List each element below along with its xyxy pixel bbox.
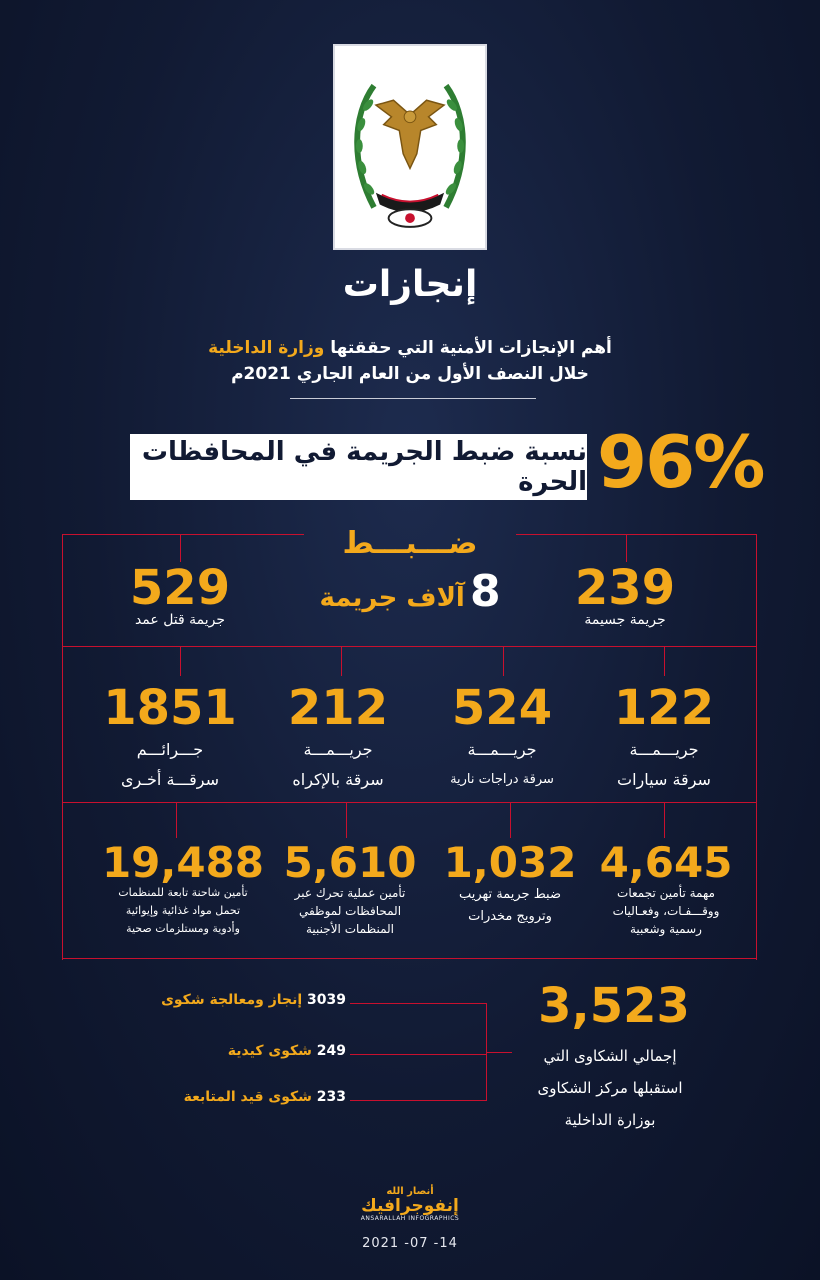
trucks-security-line1: تأمين شاحنة تابعة للمنظمات [118,886,248,899]
complaints-line3: بوزارة الداخلية [564,1111,656,1129]
seizure-total [304,566,516,617]
complaints-item-malicious [100,1043,346,1059]
banner-text: نسبة ضبط الجريمة في المحافظات الحرة [130,434,587,500]
theft-cars-count: 122 [613,680,715,736]
theft-other-count: 1851 [103,680,237,736]
theft-cars-unit: جريـــمـــة [629,740,699,759]
seizure-heading: ضـــبـــط [342,526,478,561]
page-subtitle [0,335,820,387]
movement-security-line1: تأمين عملية تحرك عبر [294,886,406,900]
footer-brand-top: أنصار الله [386,1186,434,1197]
subtitle-line2: خلال النصف الأول من العام الجاري 2021م [231,364,589,384]
drug-crime-line2: وترويج مخدرات [468,909,552,924]
murder-count: 529 [129,560,231,616]
complaints-line2: استقبلها مركز الشكاوى [537,1079,683,1097]
theft-motorcycles-unit: جريـــمـــة [467,740,537,759]
footer-brand [0,1186,820,1222]
subtitle-prefix: أهم الإنجازات الأمنية التي حققتها [330,338,612,358]
footer-brand-en: ANSARALLAH INFOGRAPHICS [360,1215,460,1222]
security-events-count: 4,645 [599,838,733,887]
complaints-total: 3,523 [538,978,690,1034]
drug-crime-line1: ضبط جريمة تهريب [458,887,562,902]
trucks-security-line3: وأدوية ومستلزمات صحية [126,922,240,935]
seizure-total-number: 8 [469,566,501,617]
trucks-security-line2: تحمل مواد غذائية وإيوائية [125,904,241,917]
footer-date: 2021 -07 -14 [362,1236,458,1251]
complaints-item-followup-label: شكوى قيد المتابعة [183,1089,312,1105]
murder-label: جريمة قتل عمد [134,612,226,628]
theft-motorcycles-label: سرقة دراجات نارية [450,772,554,787]
theft-other-label: سرقـــة أخـرى [121,770,219,789]
drug-crime-count: 1,032 [443,838,577,887]
movement-security-count: 5,610 [283,838,417,887]
trucks-security-label [96,884,270,938]
subtitle-divider [290,398,536,399]
complaints-line1: إجمالي الشكاوى التي [543,1047,677,1065]
security-events-line1: مهمة تأمين تجمعات [617,886,715,900]
ministry-logo [333,44,487,250]
footer-brand-main: إنفوجرافيك [361,1196,459,1216]
complaints-item-resolved [100,992,346,1008]
subtitle-highlight: وزارة الداخلية [208,338,325,358]
seizure-total-label: آلاف جريمة [319,583,465,613]
movement-security-line2: المحافظات لموظفي [298,904,402,918]
complaints-item-malicious-label: شكوى كيدية [227,1043,312,1059]
banner-percent: 96% [597,420,764,504]
complaints-item-followup [100,1089,346,1105]
page-title: إنجازات [342,264,478,305]
complaints-item-followup-value: 233 [316,1089,346,1105]
security-events-label [586,884,746,938]
movement-security-line3: المنظمات الأجنبية [306,922,394,936]
complaints-item-resolved-label: إنجاز ومعالجة شكوى [161,992,303,1008]
theft-force-count: 212 [287,680,389,736]
eagle-emblem-icon [335,46,485,248]
theft-cars-label: سرقة سيارات [617,770,711,789]
drug-crime-label [428,884,592,928]
theft-motorcycles-count: 524 [451,680,553,736]
serious-crime-label: جريمة جسيمة [584,612,666,628]
complaints-description [500,1040,720,1136]
serious-crime-count: 239 [574,560,676,616]
security-events-line2: ووقـــفـات، وفعـاليات [612,904,720,918]
security-events-line3: رسمية وشعبية [630,922,702,936]
theft-other-unit: جـــرائـــم [136,740,204,759]
complaints-item-malicious-value: 249 [316,1043,346,1059]
theft-force-label: سرقة بالإكراه [292,770,384,789]
trucks-security-count: 19,488 [101,838,265,887]
complaints-item-resolved-value: 3039 [307,992,346,1008]
theft-force-unit: جريـــمـــة [303,740,373,759]
movement-security-label [272,884,428,938]
